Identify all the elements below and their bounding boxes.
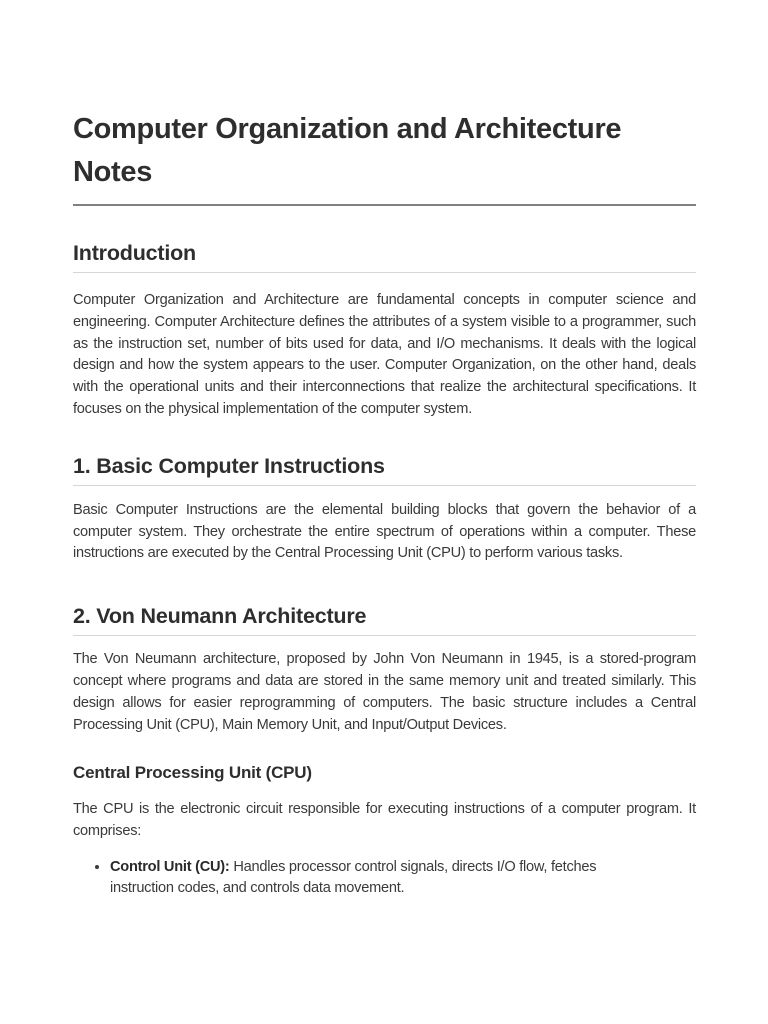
- section-heading-introduction: Introduction: [73, 238, 696, 273]
- document-content: [73, 108, 696, 899]
- subsection-body-cpu: The CPU is the electronic circuit responsible for executing instructions of a computer program. It comprises:: [73, 801, 696, 840]
- cpu-components-list: [73, 857, 696, 899]
- list-item-text: Handles processor control signals, directs I/O flow, fetches instruction codes, and controls data movement.: [110, 858, 597, 896]
- subsection-heading-cpu: Central Processing Unit (CPU): [73, 763, 312, 783]
- page-title: Computer Organization and Architecture Notes: [73, 108, 696, 206]
- section-heading-basic-instructions: 1. Basic Computer Instructions: [73, 451, 696, 486]
- list-item-term: Control Unit (CU):: [110, 858, 230, 875]
- section-body-basic-instructions: Basic Computer Instructions are the elemental building blocks that govern the behavior of a computer system. They orchestrate the entire spectrum of operations within a computer. These instructions are executed by the Central Processing Unit (CPU) to perform various tasks.: [73, 501, 696, 562]
- section-body-introduction: Computer Organization and Architecture are fundamental concepts in computer science and engineering. Computer Architecture defines the attributes of a system visible to a programmer, such as the instruction set, number of bits used for data, and I/O mechanisms. It deals with the logical design and how the system appears to the user. Computer Organization, on the other hand, deals with the operational units and their interconnections that realize the architectural specifications. It focuses on the physical implementation of the computer system.: [73, 292, 696, 417]
- section-body-von-neumann: The Von Neumann architecture, proposed by John Von Neumann in 1945, is a stored-program concept where programs and data are stored in the same memory unit and treated similarly. This design allows for easier reprogramming of computers. The basic structure includes a Central Processing Unit (CPU), Main Memory Unit, and Input/Output Devices.: [73, 651, 696, 733]
- list-item: [110, 857, 696, 899]
- section-heading-von-neumann: 2. Von Neumann Architecture: [73, 601, 696, 636]
